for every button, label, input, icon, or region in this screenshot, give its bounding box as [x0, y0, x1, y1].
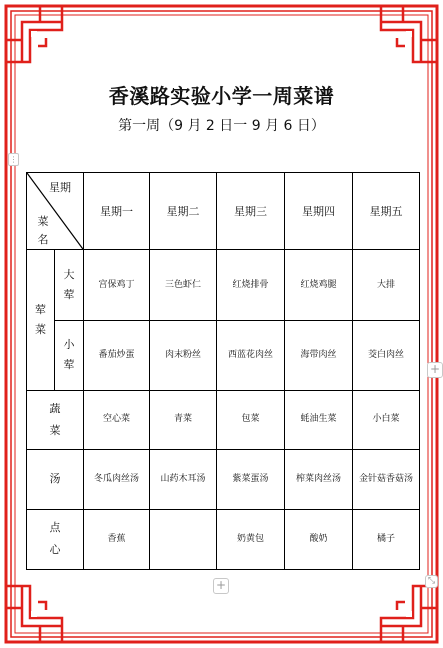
category-big-meat-label: 大荤	[63, 268, 75, 302]
day-header-fri: 星期五	[353, 173, 420, 250]
day-header-wed: 星期三	[217, 173, 285, 250]
dish-cell: 橘子	[353, 509, 420, 569]
dish-cell: 小白菜	[353, 390, 420, 449]
dish-cell: 番茄炒蛋	[84, 321, 150, 390]
dish-cell: 奶黄包	[217, 509, 285, 569]
document-subtitle: 第一周（9 月 2 日一 9 月 6 日）	[118, 118, 325, 134]
dish-cell-empty	[150, 509, 217, 569]
dish-cell: 大排	[353, 250, 420, 321]
header-weekday-label: 星期	[49, 181, 71, 194]
diagonal-header-cell	[27, 173, 84, 250]
dish-cell: 红烧鸡腿	[285, 250, 353, 321]
dish-cell: 海带肉丝	[285, 321, 353, 390]
table-row-big-meat	[27, 250, 420, 321]
add-row-button[interactable]: +	[213, 578, 229, 594]
dish-cell: 紫菜蛋汤	[217, 449, 285, 509]
dish-cell: 冬瓜肉丝汤	[84, 449, 150, 509]
day-header-tue: 星期二	[150, 173, 217, 250]
category-snack-label: 点心	[49, 521, 61, 557]
table-move-handle-icon[interactable]: ⋮	[9, 155, 18, 164]
dish-cell: 金针菇香菇汤	[353, 449, 420, 509]
dish-cell: 茭白肉丝	[353, 321, 420, 390]
dish-cell: 香蕉	[84, 509, 150, 569]
dish-cell: 红烧排骨	[217, 250, 285, 321]
table-row-soup	[27, 449, 420, 509]
dish-cell: 酸奶	[285, 509, 353, 569]
category-veg	[27, 390, 84, 449]
document-title: 香溪路实验小学一周菜谱	[108, 84, 335, 108]
dish-cell: 山药木耳汤	[150, 449, 217, 509]
table-header-row	[27, 173, 420, 250]
dish-cell: 西蓝花肉丝	[217, 321, 285, 390]
category-small-meat-label: 小荤	[63, 338, 75, 372]
day-header-thu: 星期四	[285, 173, 353, 250]
dish-cell: 青菜	[150, 390, 217, 449]
dish-cell: 蚝油生菜	[285, 390, 353, 449]
category-meat-label: 荤菜	[35, 302, 46, 336]
table-row-small-meat	[27, 321, 420, 390]
table-row-snack	[27, 509, 420, 569]
category-soup: 汤	[27, 449, 84, 509]
category-snack	[27, 509, 84, 569]
category-veg-label: 蔬菜	[49, 401, 61, 437]
dish-cell: 三色虾仁	[150, 250, 217, 321]
dish-cell: 包菜	[217, 390, 285, 449]
dish-cell: 宫保鸡丁	[84, 250, 150, 321]
table-row-veg	[27, 390, 420, 449]
add-column-button[interactable]: +	[427, 362, 443, 378]
table-resize-handle-icon[interactable]: ⤡	[425, 575, 438, 588]
header-dish-label: 菜名	[37, 215, 49, 246]
category-big-meat	[55, 250, 84, 321]
dish-cell: 空心菜	[84, 390, 150, 449]
category-small-meat	[55, 321, 84, 390]
dish-cell: 榨菜肉丝汤	[285, 449, 353, 509]
day-header-mon: 星期一	[84, 173, 150, 250]
dish-cell: 肉末粉丝	[150, 321, 217, 390]
category-meat	[27, 250, 55, 390]
weekly-menu-table	[26, 172, 420, 570]
